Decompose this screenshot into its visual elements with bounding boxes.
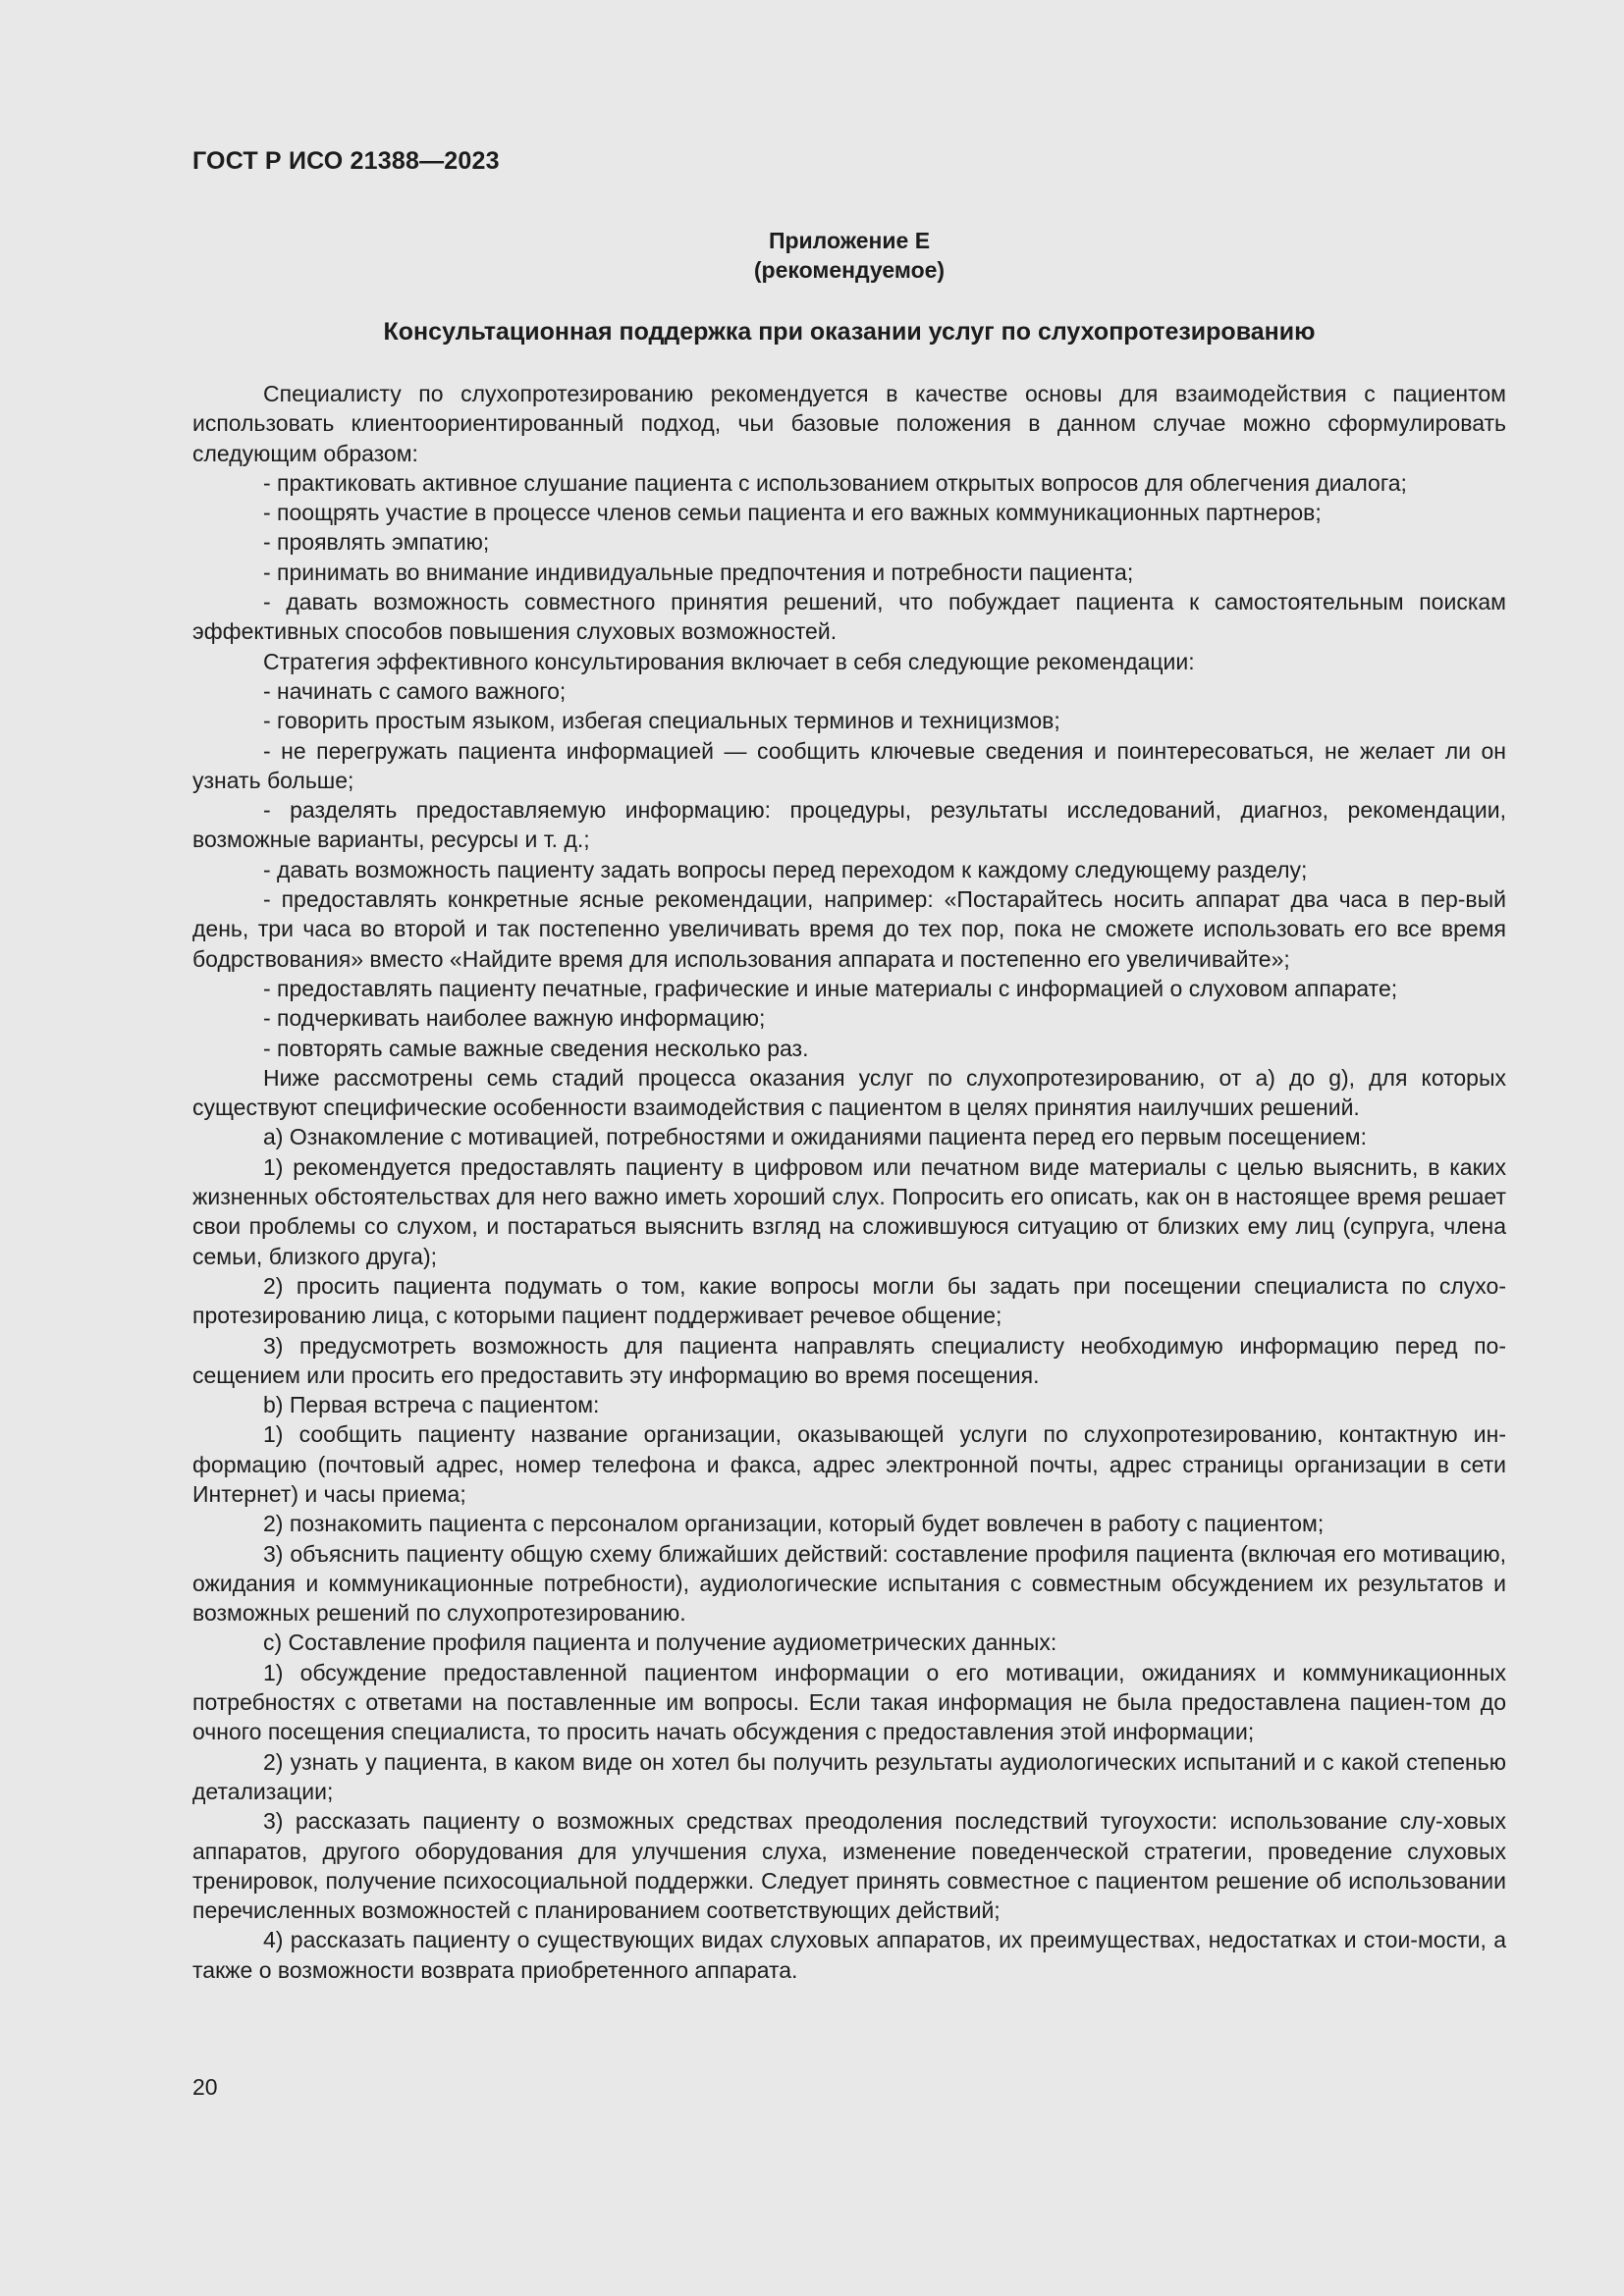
page-number: 20 — [192, 2074, 218, 2100]
numbered-item: 2) узнать у пациента, в каком виде он хотел бы получить результаты аудиологических испытаний и с какой степенью детализации; — [192, 1748, 1506, 1804]
numbered-item: 2) познакомить пациента с персоналом организации, который будет вовлечен в работу с пациентом; — [263, 1511, 1325, 1537]
list-item: - говорить простым языком, избегая специальных терминов и техницизмов; — [263, 708, 1060, 734]
list-item: - предоставлять пациенту печатные, графические и иные материалы с информацией о слуховом аппарате; — [263, 975, 1398, 1001]
numbered-item: 3) объяснить пациенту общую схему ближайших действий: составление профиля пациента (включая его мотивацию, ожидания и коммуникационные потребности), аудиологические испытания с совместным обсуждением их результатов и возможных решений по слухопротезированию. — [192, 1540, 1506, 1627]
list-item: - повторять самые важные сведения несколько раз. — [263, 1035, 809, 1061]
numbered-item: 1) рекомендуется предоставлять пациенту в цифровом или печатном виде материалы с целью выяснить, в каких жизненных обстоятельствах для него важно иметь хороший слух. Попросить его описать, как он в настоящее время решает свои проблемы со слухом, и постараться выяснить взгляд на сложившуюся ситуацию от близких ему лиц (супруга, члена семьи, близкого друга); — [192, 1153, 1506, 1269]
list-item: - начинать с самого важного; — [263, 677, 567, 704]
list-item: - проявлять эмпатию; — [263, 529, 490, 556]
list-item: - не перегружать пациента информацией — сообщить ключевые сведения и поинтересоваться, не желает ли он узнать больше; — [192, 737, 1506, 793]
list-item: - подчеркивать наиболее важную информацию; — [263, 1005, 766, 1032]
paragraph: Специалисту по слухопротезированию рекомендуется в качестве основы для взаимодействия с пациентом использовать клиентоориентированный подход, чьи базовые положения в данном случае можно сформулировать следующим образом: — [192, 381, 1506, 466]
stage-heading: c) Составление профиля пациента и получение аудиометрических данных: — [263, 1629, 1057, 1656]
standard-header: ГОСТ Р ИСО 21388—2023 — [192, 147, 500, 175]
appendix-heading — [192, 226, 1506, 285]
paragraph: Ниже рассмотрены семь стадий процесса оказания услуг по слухопротезированию, от а) до g), для которых существуют специфические особенности взаимодействия с пациентом в целях принятия наилучших решений. — [192, 1064, 1506, 1121]
numbered-item: 3) рассказать пациенту о возможных средствах преодоления последствий тугоухости: использование слу-ховых аппаратов, другого оборудования для улучшения слуха, изменение поведенческой стратегии, проведение слуховых тренировок, получение психосоциальной поддержки. Следует принять совместное с пациентом решение об использовании перечисленных возможностей с планированием соответствующих действий; — [192, 1808, 1506, 1924]
list-item: - давать возможность пациенту задать вопросы перед переходом к каждому следующему разделу; — [263, 856, 1308, 882]
section-title: Консультационная поддержка при оказании услуг по слухопротезированию — [383, 318, 1316, 346]
list-item: - поощрять участие в процессе членов семьи пациента и его важных коммуникационных партнеров; — [263, 500, 1322, 526]
stage-heading: a) Ознакомление с мотивацией, потребностями и ожиданиями пациента перед его первым посещением: — [263, 1124, 1368, 1150]
list-item: - принимать во внимание индивидуальные предпочтения и потребности пациента; — [263, 559, 1134, 585]
list-item: - разделять предоставляемую информацию: процедуры, результаты исследований, диагноз, рекомендации, возможные варианты, ресурсы и т. д.; — [192, 797, 1506, 853]
appendix-status: (рекомендуемое) — [753, 257, 946, 283]
list-item: - практиковать активное слушание пациента с использованием открытых вопросов для облегчения диалога; — [263, 469, 1407, 496]
numbered-item: 3) предусмотреть возможность для пациента направлять специалисту необходимую информацию перед по-сещением или просить его предоставить эту информацию во время посещения. — [192, 1332, 1506, 1388]
numbered-item: 2) просить пациента подумать о том, какие вопросы могли бы задать при посещении специалиста по слухо-протезированию лица, с которыми пациент поддерживает речевое общение; — [192, 1272, 1506, 1329]
list-item: - давать возможность совместного принятия решений, что побуждает пациента к самостоятельным поискам эффективных способов повышения слуховых возможностей. — [192, 589, 1506, 645]
appendix-label: Приложение Е — [768, 228, 931, 253]
list-item: - предоставлять конкретные ясные рекомендации, например: «Постарайтесь носить аппарат два часа в пер-вый день, три часа во второй и так постепенно увеличивать время до тех пор, пока не сможете использовать его все время бодрствования» вместо «Найдите время для использования аппарата и постепенно его увеличивайте»; — [192, 886, 1506, 972]
numbered-item: 4) рассказать пациенту о существующих видах слуховых аппаратов, их преимуществах, недостатках и стои-мости, а также о возможности возврата приобретенного аппарата. — [192, 1927, 1506, 1983]
numbered-item: 1) обсуждение предоставленной пациентом информации о его мотивации, ожиданиях и коммуникационных потребностях с ответами на поставленные им вопросы. Если такая информация не была предоставлена пациен-том до очного посещения специалиста, то просить начать обсуждения с предоставления этой информации; — [192, 1659, 1506, 1745]
body-text — [192, 379, 1506, 1985]
numbered-item: 1) сообщить пациенту название организации, оказывающей услуги по слухопротезированию, контактную ин-формацию (почтовый адрес, номер телефона и факса, адрес электронной почты, адрес страницы организации в сети Интернет) и часы приема; — [192, 1421, 1506, 1507]
paragraph: Стратегия эффективного консультирования включает в себя следующие рекомендации: — [263, 648, 1195, 674]
stage-heading: b) Первая встреча с пациентом: — [263, 1392, 600, 1418]
